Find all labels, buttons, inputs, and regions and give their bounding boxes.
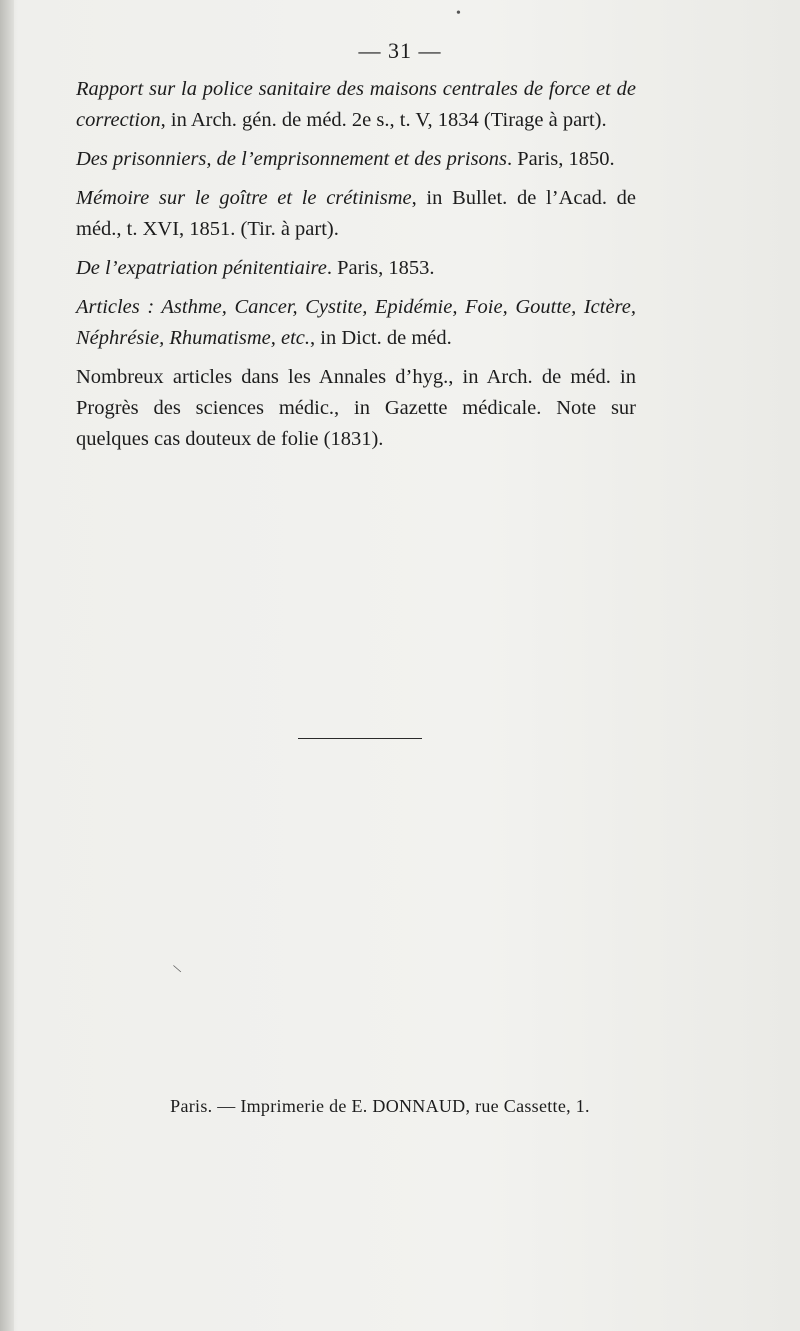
entry-title: Articles : Asthme, Cancer, Cystite, Epidémie, Foie, Goutte, Ictère, Néphrésie, Rhumatisme, etc. — [76, 296, 636, 349]
page-spine-shadow — [0, 0, 14, 1331]
entry-details: . Paris, 1853. — [326, 257, 435, 279]
entry-details: , in Bullet. de l’Acad. de méd., t. XVI, 1851. (Tir. à part). — [76, 187, 636, 240]
entry-details: , in Dict. de méd. — [310, 327, 452, 349]
page-number: — 31 — — [358, 38, 442, 63]
entry-title: De l’expatriation pénitentiaire — [76, 257, 327, 279]
ink-stroke: \ — [172, 962, 184, 978]
ink-speck: • — [456, 6, 461, 21]
bibliography-entry — [76, 362, 636, 455]
bibliography-entry — [76, 253, 636, 284]
entry-details: , in Arch. gén. de méd. 2e s., t. V, 1834 (Tirage à part). — [160, 109, 607, 131]
bibliography-list — [76, 74, 636, 463]
entry-title: Mémoire sur le goître et le crétinisme — [76, 187, 412, 209]
entry-details: . Paris, 1850. — [507, 148, 615, 170]
printer-imprint: Paris. — Imprimerie de E. DONNAUD, rue Cassette, 1. — [170, 1096, 590, 1116]
bibliography-entry — [76, 74, 636, 136]
entry-title: Rapport sur la police sanitaire des maisons centrales de force et de correction — [76, 78, 636, 131]
bibliography-entry — [76, 144, 636, 175]
entry-details: (1831). — [318, 428, 384, 450]
entry-title: Des prisonniers, de l’emprisonnement et des prisons — [76, 148, 508, 170]
entry-title: Nombreux articles dans les Annales d’hyg., in Arch. de méd. in Progrès des sciences médic., in Gazette médicale. Note sur quelques cas douteux de folie — [76, 366, 636, 450]
bibliography-entry — [76, 292, 636, 354]
section-divider — [298, 738, 422, 739]
bibliography-entry — [76, 183, 636, 245]
